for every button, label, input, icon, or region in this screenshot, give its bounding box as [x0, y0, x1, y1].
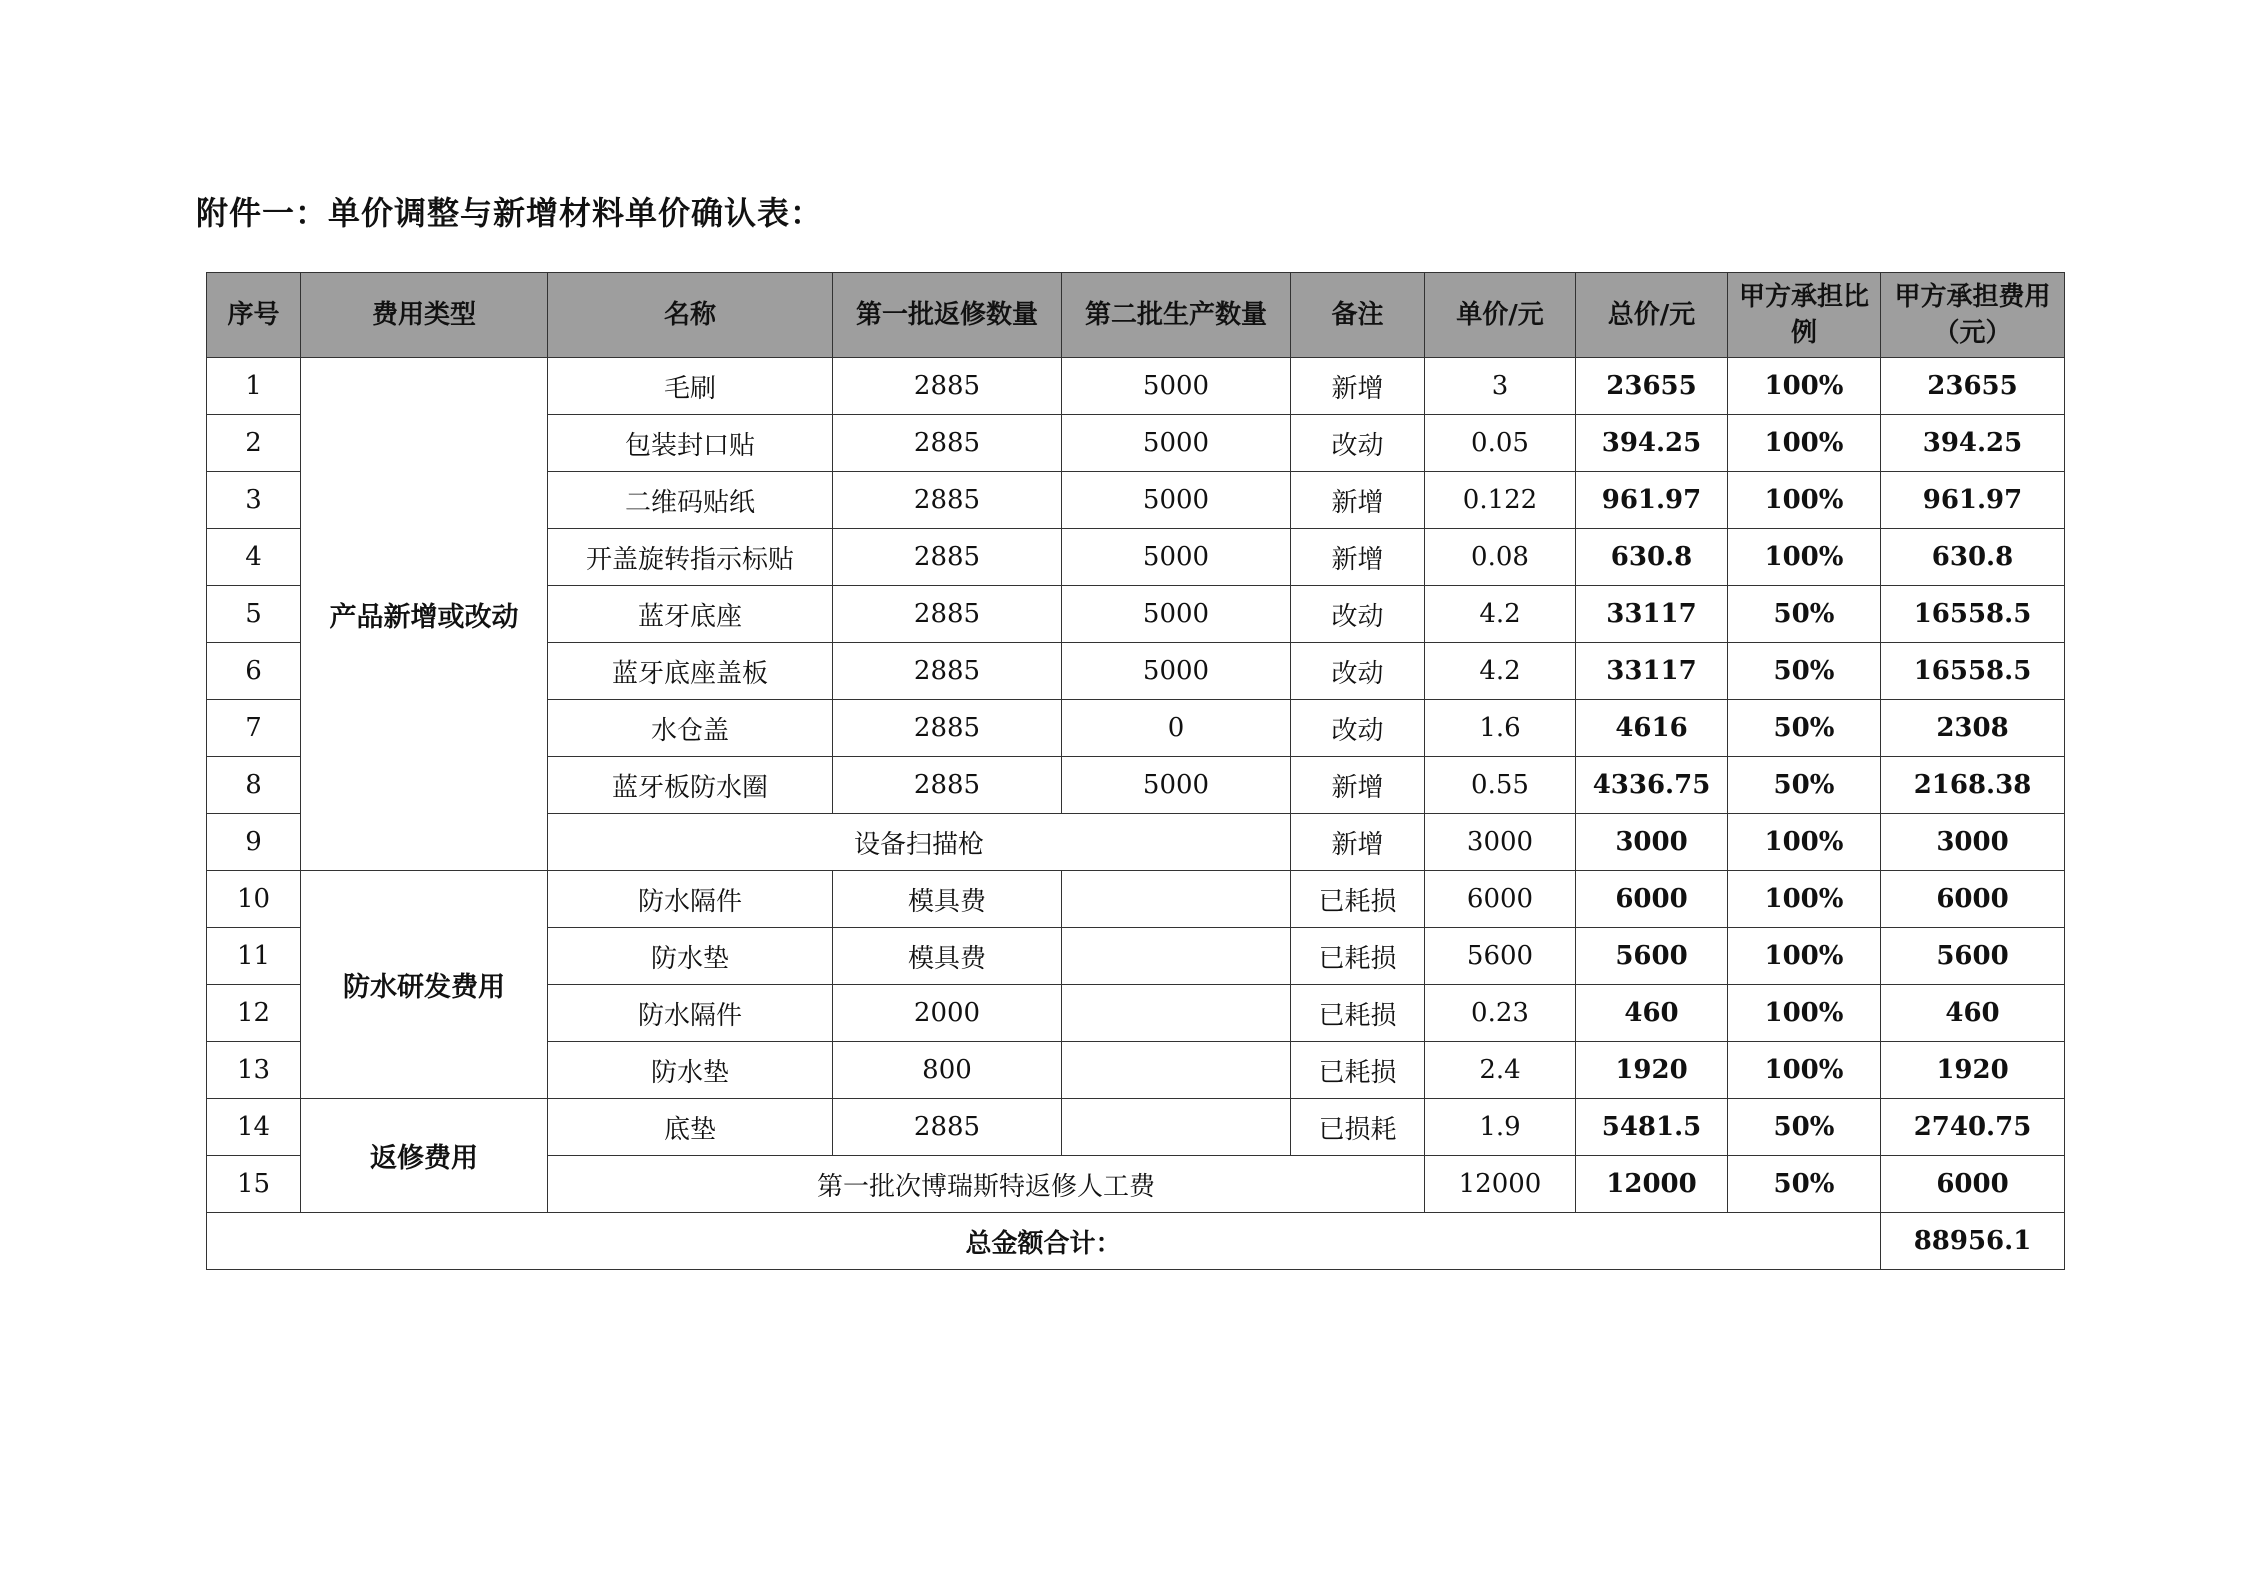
cell-name: 毛刷: [548, 358, 833, 415]
cell-ratio: 50%: [1728, 1099, 1881, 1156]
cell-unit-price: 6000: [1425, 871, 1576, 928]
cell-note: 改动: [1291, 586, 1425, 643]
cell-batch2: 5000: [1062, 586, 1291, 643]
cell-party-a-cost: 1920: [1881, 1042, 2065, 1099]
cell-total-price: 33117: [1576, 586, 1728, 643]
cell-name: 防水隔件: [548, 985, 833, 1042]
cell-seq: 12: [207, 985, 301, 1042]
cell-unit-price: 0.05: [1425, 415, 1576, 472]
cell-note: 新增: [1291, 529, 1425, 586]
cell-batch1: 2000: [833, 985, 1062, 1042]
cell-note: 已损耗: [1291, 1099, 1425, 1156]
cell-name: 二维码贴纸: [548, 472, 833, 529]
cell-total-price: 12000: [1576, 1156, 1728, 1213]
cell-seq: 5: [207, 586, 301, 643]
cell-ratio: 100%: [1728, 472, 1881, 529]
cell-note: 已耗损: [1291, 928, 1425, 985]
cell-name: 蓝牙底座盖板: [548, 643, 833, 700]
header-row: [207, 273, 2065, 358]
cell-name: 防水隔件: [548, 871, 833, 928]
cell-batch2: [1062, 1042, 1291, 1099]
header-batch1: 第一批返修数量: [833, 273, 1062, 358]
category-repair: 返修费用: [301, 1099, 548, 1213]
cell-batch1: 模具费: [833, 928, 1062, 985]
cell-unit-price: 1.9: [1425, 1099, 1576, 1156]
cell-batch2: [1062, 928, 1291, 985]
cell-party-a-cost: 394.25: [1881, 415, 2065, 472]
cell-ratio: 100%: [1728, 415, 1881, 472]
cell-seq: 15: [207, 1156, 301, 1213]
cell-ratio: 50%: [1728, 700, 1881, 757]
cell-seq: 6: [207, 643, 301, 700]
cell-total-price: 5600: [1576, 928, 1728, 985]
header-note: 备注: [1291, 273, 1425, 358]
category-product: 产品新增或改动: [301, 358, 548, 871]
table-row: [207, 871, 2065, 928]
cell-party-a-cost: 2168.38: [1881, 757, 2065, 814]
cell-unit-price: 1.6: [1425, 700, 1576, 757]
cell-ratio: 100%: [1728, 928, 1881, 985]
cell-note: 新增: [1291, 757, 1425, 814]
cell-party-a-cost: 3000: [1881, 814, 2065, 871]
cell-name: 开盖旋转指示标贴: [548, 529, 833, 586]
cell-party-a-cost: 6000: [1881, 1156, 2065, 1213]
cell-name: 防水垫: [548, 928, 833, 985]
cell-seq: 3: [207, 472, 301, 529]
cell-name: 底垫: [548, 1099, 833, 1156]
cell-total-price: 4336.75: [1576, 757, 1728, 814]
cell-seq: 11: [207, 928, 301, 985]
cell-total-price: 23655: [1576, 358, 1728, 415]
cell-unit-price: 4.2: [1425, 586, 1576, 643]
cell-name: 水仓盖: [548, 700, 833, 757]
table-row: [207, 358, 2065, 415]
cell-party-a-cost: 16558.5: [1881, 643, 2065, 700]
cell-note: 新增: [1291, 358, 1425, 415]
cell-unit-price: 5600: [1425, 928, 1576, 985]
cell-total-price: 5481.5: [1576, 1099, 1728, 1156]
cell-ratio: 100%: [1728, 871, 1881, 928]
cell-party-a-cost: 5600: [1881, 928, 2065, 985]
cell-note: 新增: [1291, 814, 1425, 871]
cell-name: 蓝牙板防水圈: [548, 757, 833, 814]
cell-batch2: 0: [1062, 700, 1291, 757]
cell-ratio: 50%: [1728, 643, 1881, 700]
cell-batch1: 2885: [833, 757, 1062, 814]
cell-party-a-cost: 2740.75: [1881, 1099, 2065, 1156]
cell-ratio: 50%: [1728, 586, 1881, 643]
cell-party-a-cost: 2308: [1881, 700, 2065, 757]
cell-seq: 4: [207, 529, 301, 586]
category-waterproof: 防水研发费用: [301, 871, 548, 1099]
cell-batch2: 5000: [1062, 643, 1291, 700]
cell-unit-price: 0.08: [1425, 529, 1576, 586]
cell-ratio: 100%: [1728, 529, 1881, 586]
cell-total-price: 394.25: [1576, 415, 1728, 472]
cell-note: 已耗损: [1291, 985, 1425, 1042]
cell-party-a-cost: 23655: [1881, 358, 2065, 415]
cell-batch2: 5000: [1062, 358, 1291, 415]
cell-total-price: 961.97: [1576, 472, 1728, 529]
cell-batch1: 800: [833, 1042, 1062, 1099]
header-ratio: 甲方承担比例: [1728, 273, 1881, 358]
cell-batch1: 2885: [833, 586, 1062, 643]
cell-total-price: 460: [1576, 985, 1728, 1042]
cell-ratio: 100%: [1728, 985, 1881, 1042]
cell-batch1: 2885: [833, 358, 1062, 415]
total-row: [207, 1213, 2065, 1270]
price-confirmation-table: [206, 272, 2065, 1270]
cell-name: 设备扫描枪: [548, 814, 1291, 871]
cell-note: 改动: [1291, 415, 1425, 472]
cell-unit-price: 3: [1425, 358, 1576, 415]
cell-note: 已耗损: [1291, 1042, 1425, 1099]
cell-total-price: 33117: [1576, 643, 1728, 700]
cell-total-price: 4616: [1576, 700, 1728, 757]
cell-unit-price: 0.23: [1425, 985, 1576, 1042]
cell-note: 已耗损: [1291, 871, 1425, 928]
cell-note: 改动: [1291, 643, 1425, 700]
total-label: 总金额合计：: [207, 1213, 1881, 1270]
cell-party-a-cost: 630.8: [1881, 529, 2065, 586]
cell-batch1: 2885: [833, 472, 1062, 529]
cell-name: 蓝牙底座: [548, 586, 833, 643]
header-type: 费用类型: [301, 273, 548, 358]
cell-batch2: [1062, 1099, 1291, 1156]
cell-batch2: 5000: [1062, 472, 1291, 529]
cell-unit-price: 0.55: [1425, 757, 1576, 814]
cell-batch2: 5000: [1062, 529, 1291, 586]
cell-batch2: [1062, 985, 1291, 1042]
total-value: 88956.1: [1881, 1213, 2065, 1270]
cell-batch1: 2885: [833, 643, 1062, 700]
cell-unit-price: 4.2: [1425, 643, 1576, 700]
cell-total-price: 3000: [1576, 814, 1728, 871]
cell-batch1: 2885: [833, 529, 1062, 586]
table-row: [207, 1099, 2065, 1156]
cell-ratio: 100%: [1728, 814, 1881, 871]
cell-seq: 10: [207, 871, 301, 928]
header-unit-price: 单价/元: [1425, 273, 1576, 358]
cell-ratio: 50%: [1728, 757, 1881, 814]
cell-seq: 9: [207, 814, 301, 871]
header-seq: 序号: [207, 273, 301, 358]
cell-total-price: 1920: [1576, 1042, 1728, 1099]
cell-batch2: 5000: [1062, 757, 1291, 814]
cell-name: 包装封口贴: [548, 415, 833, 472]
cell-party-a-cost: 961.97: [1881, 472, 2065, 529]
cell-seq: 13: [207, 1042, 301, 1099]
header-party-a-cost: 甲方承担费用（元）: [1881, 273, 2065, 358]
header-name: 名称: [548, 273, 833, 358]
cell-note: 新增: [1291, 472, 1425, 529]
cell-seq: 1: [207, 358, 301, 415]
cell-seq: 8: [207, 757, 301, 814]
cell-batch2: 5000: [1062, 415, 1291, 472]
cell-seq: 2: [207, 415, 301, 472]
cell-batch1: 2885: [833, 415, 1062, 472]
cell-batch1: 2885: [833, 700, 1062, 757]
document-title: 附件一：单价调整与新增材料单价确认表：: [196, 194, 824, 232]
cell-total-price: 630.8: [1576, 529, 1728, 586]
cell-unit-price: 3000: [1425, 814, 1576, 871]
cell-total-price: 6000: [1576, 871, 1728, 928]
cell-ratio: 50%: [1728, 1156, 1881, 1213]
cell-seq: 7: [207, 700, 301, 757]
cell-party-a-cost: 460: [1881, 985, 2065, 1042]
cell-name: 第一批次博瑞斯特返修人工费: [548, 1156, 1425, 1213]
cell-batch2: [1062, 871, 1291, 928]
cell-note: 改动: [1291, 700, 1425, 757]
cell-ratio: 100%: [1728, 358, 1881, 415]
cell-seq: 14: [207, 1099, 301, 1156]
cell-name: 防水垫: [548, 1042, 833, 1099]
cell-unit-price: 0.122: [1425, 472, 1576, 529]
cell-unit-price: 12000: [1425, 1156, 1576, 1213]
cell-unit-price: 2.4: [1425, 1042, 1576, 1099]
cell-party-a-cost: 16558.5: [1881, 586, 2065, 643]
cell-ratio: 100%: [1728, 1042, 1881, 1099]
cell-batch1: 模具费: [833, 871, 1062, 928]
cell-party-a-cost: 6000: [1881, 871, 2065, 928]
cell-batch1: 2885: [833, 1099, 1062, 1156]
header-total-price: 总价/元: [1576, 273, 1728, 358]
header-batch2: 第二批生产数量: [1062, 273, 1291, 358]
